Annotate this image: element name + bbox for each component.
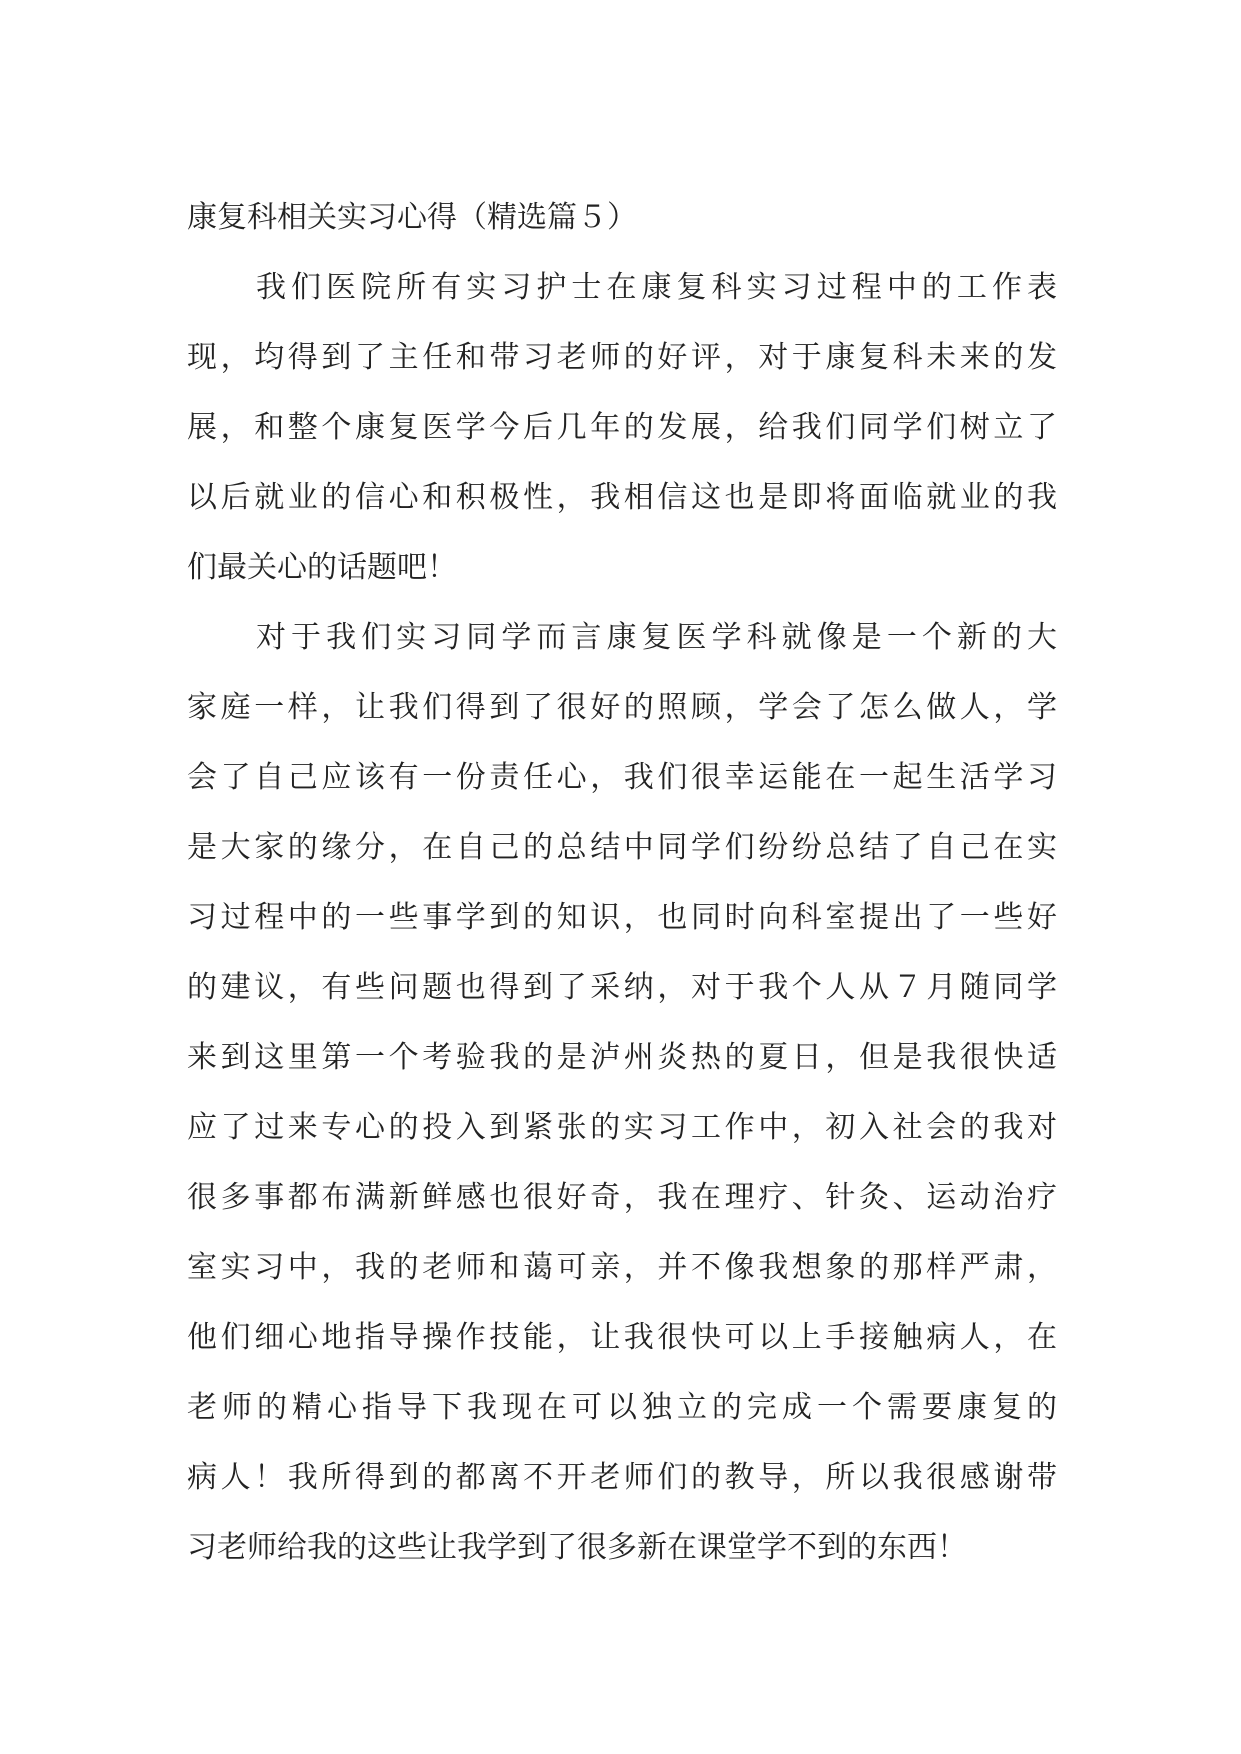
- paragraph-2-line-8: 应了过来专心的投入到紧张的实习工作中，初入社会的我对: [187, 1110, 1057, 1145]
- paragraph-1-line-1: 我们医院所有实习护士在康复科实习过程中的工作表: [256, 270, 1057, 305]
- document-title: 康复科相关实习心得（精选篇５）: [187, 200, 637, 235]
- paragraph-1-line-4: 以后就业的信心和积极性，我相信这也是即将面临就业的我: [187, 480, 1057, 515]
- paragraph-2-line-7: 来到这里第一个考验我的是泸州炎热的夏日，但是我很快适: [187, 1040, 1057, 1075]
- paragraph-2-line-12: 老师的精心指导下我现在可以独立的完成一个需要康复的: [187, 1390, 1057, 1425]
- paragraph-1-line-2: 现，均得到了主任和带习老师的好评，对于康复科未来的发: [187, 340, 1057, 375]
- paragraph-2-line-9: 很多事都布满新鲜感也很好奇，我在理疗、针灸、运动治疗: [187, 1180, 1057, 1215]
- paragraph-2-line-6: 的建议，有些问题也得到了采纳，对于我个人从７月随同学: [187, 970, 1057, 1005]
- paragraph-2-line-10: 室实习中，我的老师和蔼可亲，并不像我想象的那样严肃，: [187, 1250, 1057, 1285]
- paragraph-2-line-14: 习老师给我的这些让我学到了很多新在课堂学不到的东西！: [187, 1530, 967, 1565]
- paragraph-2-line-11: 他们细心地指导操作技能，让我很快可以上手接触病人，在: [187, 1320, 1057, 1355]
- paragraph-2-line-1: 对于我们实习同学而言康复医学科就像是一个新的大: [256, 620, 1057, 655]
- paragraph-2-line-4: 是大家的缘分，在自己的总结中同学们纷纷总结了自己在实: [187, 830, 1057, 865]
- paragraph-2-line-2: 家庭一样，让我们得到了很好的照顾，学会了怎么做人，学: [187, 690, 1057, 725]
- paragraph-1-line-3: 展，和整个康复医学今后几年的发展，给我们同学们树立了: [187, 410, 1057, 445]
- paragraph-2-line-3: 会了自己应该有一份责任心，我们很幸运能在一起生活学习: [187, 760, 1057, 795]
- paragraph-1-line-5: 们最关心的话题吧！: [187, 550, 457, 585]
- paragraph-2-line-13: 病人！我所得到的都离不开老师们的教导，所以我很感谢带: [187, 1460, 1057, 1495]
- paragraph-2-line-5: 习过程中的一些事学到的知识，也同时向科室提出了一些好: [187, 900, 1057, 935]
